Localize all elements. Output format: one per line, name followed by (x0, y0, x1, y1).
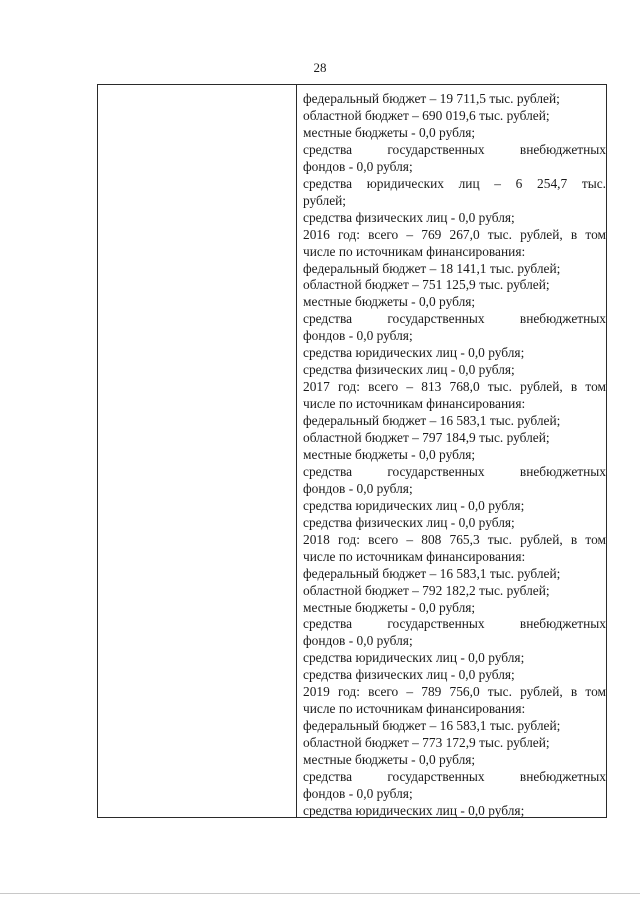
funding-text-line: средства государственных внебюджетных (303, 769, 606, 784)
funding-table (97, 84, 607, 818)
funding-text-line: средства физических лиц - 0,0 рубля; (303, 514, 515, 530)
funding-text-line: областной бюджет – 797 184,9 тыс. рублей; (303, 430, 550, 445)
funding-text-line: областной бюджет – 751 125,9 тыс. рублей; (303, 277, 550, 293)
funding-text-line: областной бюджет – 773 172,9 тыс. рублей; (303, 735, 550, 751)
funding-text-line: местные бюджеты - 0,0 рубля; (303, 599, 476, 615)
funding-text-line: фондов - 0,0 рубля; (303, 785, 413, 801)
page-bottom-rule (0, 893, 640, 894)
funding-text-line: средства государственных внебюджетных (303, 141, 606, 157)
funding-text-line: рублей; (303, 192, 347, 208)
funding-text-line: 2019 год: всего – 789 756,0 тыс. рублей, в том (303, 684, 606, 700)
funding-text-line: средства физических лиц - 0,0 рубля; (303, 362, 515, 378)
funding-text-line: 2016 год: всего – 769 267,0 тыс. рублей, в том (303, 226, 606, 242)
funding-text-line: местные бюджеты - 0,0 рубля; (303, 294, 476, 310)
funding-text-line: 2017 год: всего – 813 768,0 тыс. рублей, в том (303, 379, 606, 395)
funding-text-line: средства физических лиц - 0,0 рубля; (303, 667, 515, 683)
funding-text-line: средства юридических лиц - 0,0 рубля; (303, 497, 525, 513)
funding-text-line: федеральный бюджет – 16 583,1 тыс. рублей; (303, 718, 561, 734)
funding-text-line: фондов - 0,0 рубля; (303, 328, 413, 344)
funding-text-line: средства юридических лиц - 0,0 рубля; (303, 345, 525, 361)
funding-text-line: федеральный бюджет – 16 583,1 тыс. рублей; (303, 565, 561, 581)
funding-text-line: фондов - 0,0 рубля; (303, 633, 413, 649)
funding-text-line: федеральный бюджет – 16 583,1 тыс. рублей; (303, 413, 561, 429)
funding-text-line: средства юридических лиц - 0,0 рубля; (303, 650, 525, 666)
funding-text-line: средства физических лиц - 0,0 рубля; (303, 209, 515, 225)
funding-text-line: числе по источникам финансирования: (303, 701, 526, 717)
funding-text-line: средства государственных внебюджетных (303, 311, 606, 327)
funding-text-line: местные бюджеты - 0,0 рубля; (303, 752, 476, 768)
table-right-cell (299, 85, 606, 817)
funding-text-line: средства государственных внебюджетных (303, 616, 606, 632)
funding-text-line: федеральный бюджет – 18 141,1 тыс. рублей; (303, 260, 561, 276)
page-number: 28 (313, 60, 327, 75)
funding-text-line: числе по источникам финансирования: (303, 243, 526, 259)
funding-text-line: средства юридических лиц - 0,0 рубля; (303, 802, 525, 818)
funding-text-line: средства государственных внебюджетных (303, 463, 606, 479)
funding-text-line: фондов - 0,0 рубля; (303, 158, 413, 174)
funding-text-line: местные бюджеты - 0,0 рубля; (303, 446, 476, 462)
funding-text-line: областной бюджет – 792 182,2 тыс. рублей; (303, 582, 550, 598)
funding-text-line: числе по источникам финансирования: (303, 396, 526, 412)
funding-text-line: фондов - 0,0 рубля; (303, 480, 413, 496)
funding-text-line: средства юридических лиц – 6 254,7 тыс. (303, 175, 606, 191)
funding-text-line: областной бюджет – 690 019,6 тыс. рублей; (303, 107, 550, 123)
funding-text-line: федеральный бюджет – 19 711,5 тыс. рублей; (303, 91, 560, 106)
funding-text-line: 2018 год: всего – 808 765,3 тыс. рублей, в том (303, 531, 606, 547)
funding-text-line: числе по источникам финансирования: (303, 548, 526, 564)
funding-text-line: местные бюджеты - 0,0 рубля; (303, 124, 476, 140)
table-left-cell (98, 85, 297, 817)
